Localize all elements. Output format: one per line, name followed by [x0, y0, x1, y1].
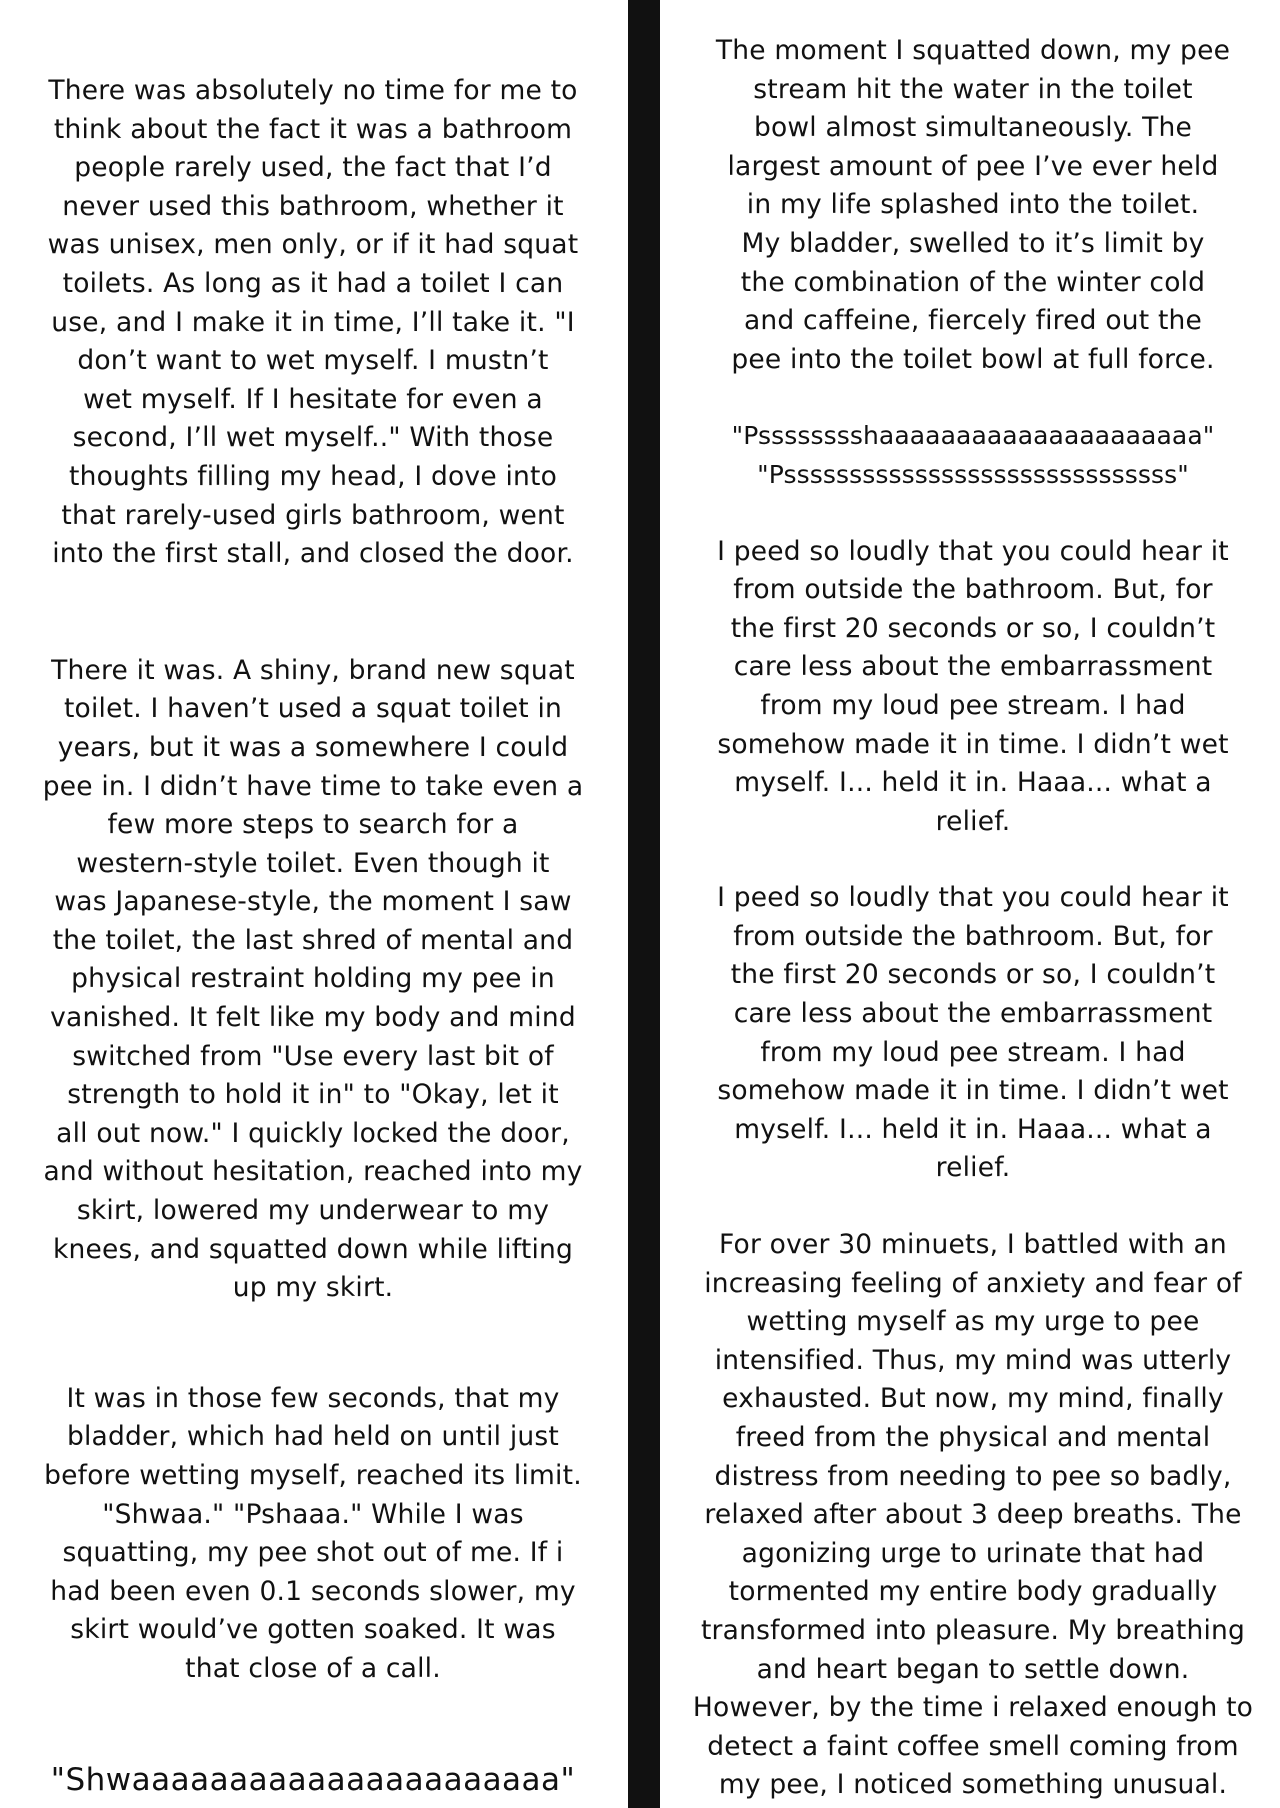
left-text-column [4, 0, 622, 1799]
text-line: There was absolutely no time for me to [48, 75, 578, 106]
text-line: the combination of the winter cold [740, 266, 1206, 298]
text-line: all out now." I quickly locked the door, [56, 1117, 570, 1149]
text-line: and caffeine, fiercely fired out the [743, 305, 1203, 337]
text-line: from outside the bathroom. But, for [733, 920, 1213, 952]
text-line: use, and I make it in time, I’ll take it. "I [51, 306, 575, 338]
text-line: and without hesitation, reached into my [43, 1156, 583, 1188]
text-line: western-style toilet. Even though it [76, 847, 550, 879]
text-line: that rarely-used girls bathroom, went [61, 499, 565, 531]
text-line: myself. I... held it in. Haaa... what a [734, 1113, 1212, 1145]
text-line: up my skirt. [232, 1272, 394, 1304]
text-line: detect a faint coffee smell coming from [707, 1730, 1239, 1762]
text-line: had been even 0.1 seconds slower, my [50, 1575, 576, 1607]
text-line: intensified. Thus, my mind was utterly [714, 1344, 1232, 1376]
text-line: my pee, I noticed something unusual. [718, 1769, 1228, 1801]
text-line: from my loud pee stream. I had [760, 689, 1186, 721]
text-line: pee into the toilet bowl at full force. [731, 343, 1215, 375]
text-line: myself. I... held it in. Haaa... what a [734, 767, 1212, 799]
text-line: I peed so loudly that you could hear it [717, 882, 1229, 914]
text-line: few more steps to search for a [107, 809, 519, 841]
text-line: "Shwaa." "Pshaaa." While I was [102, 1498, 524, 1530]
text-line: relief. [935, 805, 1011, 837]
column-divider [628, 0, 660, 1808]
text-line: tormented my entire body gradually [728, 1576, 1218, 1608]
text-line: switched from "Use every last bit of [72, 1040, 554, 1072]
right-text-column [668, 0, 1278, 1805]
paragraph-bathroom-entry [4, 72, 622, 574]
text-line: never used this bathroom, whether it [62, 190, 564, 222]
text-line: from my loud pee stream. I had [760, 1036, 1186, 1068]
paragraph-bladder-limit [4, 1380, 622, 1689]
text-line: the first 20 seconds or so, I couldn’t [730, 612, 1216, 644]
text-line: wet myself. If I hesitate for even a [83, 383, 543, 415]
paragraph-anxiety-relaxation [668, 1226, 1278, 1805]
text-line: skirt, lowered my underwear to my [76, 1195, 550, 1227]
text-line: toilet. I haven’t used a squat toilet in [63, 693, 563, 725]
text-line: pee in. I didn’t have time to take even a [42, 770, 584, 802]
paragraph-relief-1 [668, 533, 1278, 842]
text-line: distress from needing to pee so badly, [714, 1460, 1232, 1492]
text-line: people rarely used, the fact that I’d [74, 152, 552, 184]
text-line: years, but it was a somewhere I could [57, 731, 569, 763]
text-line: second, I’ll wet myself.." With those [72, 422, 554, 454]
text-line: into the first stall, and closed the door. [52, 538, 574, 570]
text-line: physical restraint holding my pee in [71, 963, 555, 995]
text-line: squatting, my pee shot out of me. If i [62, 1537, 564, 1569]
text-line: skirt would’ve gotten soaked. It was [70, 1614, 556, 1646]
paragraph-pee-stream [668, 32, 1278, 379]
text-line: bowl almost simultaneously. The [753, 112, 1193, 144]
sound-effect-text [4, 1761, 622, 1800]
text-line: thoughts filling my head, I dove into [68, 460, 558, 492]
text-line: care less about the embarrassment [733, 651, 1213, 683]
text-line: There it was. A shiny, brand new squat [51, 654, 575, 686]
text-line: in my life splashed into the toilet. [746, 189, 1200, 221]
text-line: was unisex, men only, or if it had squat [47, 229, 579, 261]
text-line: stream hit the water in the toilet [753, 73, 1193, 105]
paragraph-relief-2 [668, 879, 1278, 1188]
text-line: knees, and squatted down while lifting [52, 1233, 574, 1265]
text-line: freed from the physical and mental [735, 1422, 1211, 1453]
text-line: don’t want to wet myself. I mustn’t [77, 345, 549, 377]
text-line: care less about the embarrassment [733, 998, 1213, 1030]
text-line: the first 20 seconds or so, I couldn’t [730, 959, 1216, 991]
text-line: agonizing urge to urinate that had [741, 1537, 1205, 1569]
text-line: relief. [935, 1152, 1011, 1184]
text-line: from outside the bathroom. But, for [733, 574, 1213, 606]
text-line: before wetting myself, reached its limit. [44, 1460, 582, 1491]
sound-effect-line: "Shwaaaaaaaaaaaaaaaaaaaaaa" [50, 1761, 576, 1798]
text-line: somehow made it in time. I didn’t wet [717, 1075, 1229, 1107]
sound-effects-block [668, 417, 1278, 494]
sound-effect-line: "Pssssssssssssssssssssssssssssss" [757, 459, 1189, 489]
paragraph-squat-toilet [4, 652, 622, 1308]
text-line: I peed so loudly that you could hear it [717, 535, 1229, 567]
text-line: relaxed after about 3 deep breaths. The [704, 1499, 1242, 1531]
sound-effect-line: "Psssssssshaaaaaaaaaaaaaaaaaaaaa" [731, 421, 1215, 451]
text-line: that close of a call. [185, 1652, 441, 1684]
text-line: the toilet, the last shred of mental and [52, 924, 574, 956]
text-line: think about the fact it was a bathroom [53, 113, 573, 145]
text-line: The moment I squatted down, my pee [715, 35, 1231, 66]
text-line: strength to hold it in" to "Okay, let it [67, 1079, 559, 1111]
text-line: It was in those few seconds, that my [66, 1382, 560, 1414]
text-line: largest amount of pee I’ve ever held [727, 150, 1219, 182]
text-line: vanished. It felt like my body and mind [50, 1002, 576, 1034]
text-line: increasing feeling of anxiety and fear of [704, 1267, 1242, 1299]
text-line: toilets. As long as it had a toilet I can [62, 267, 564, 299]
text-line: My bladder, swelled to it’s limit by [741, 227, 1205, 259]
text-line: For over 30 minuets, I battled with an [719, 1229, 1227, 1261]
text-line: exhausted. But now, my mind, finally [722, 1383, 1224, 1415]
text-line: bladder, which had held on until just [66, 1421, 560, 1453]
text-line: somehow made it in time. I didn’t wet [717, 728, 1229, 760]
text-line: and heart began to settle down. [756, 1653, 1190, 1685]
text-line: was Japanese-style, the moment I saw [54, 886, 572, 918]
text-line: wetting myself as my urge to pee [746, 1306, 1200, 1338]
text-line: transformed into pleasure. My breathing [700, 1614, 1246, 1646]
text-line: However, by the time i relaxed enough to [692, 1692, 1254, 1724]
